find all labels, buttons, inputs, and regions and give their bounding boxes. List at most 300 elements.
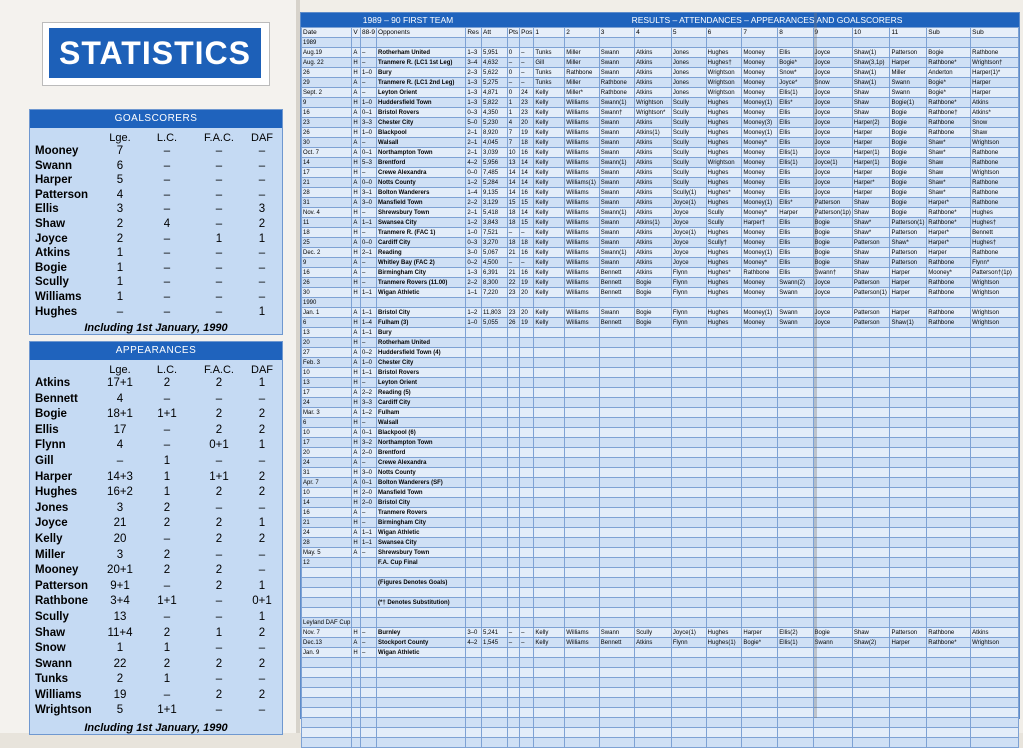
date-cell xyxy=(302,658,352,668)
result-cell xyxy=(466,498,482,508)
result-cell: H xyxy=(352,538,361,548)
date-cell xyxy=(302,738,352,748)
player-cell xyxy=(813,418,852,428)
match-row xyxy=(302,638,1019,648)
opponent-cell xyxy=(377,568,466,578)
result-cell xyxy=(482,678,508,688)
result-cell xyxy=(361,678,377,688)
player-cell xyxy=(927,38,971,48)
result-cell: – xyxy=(361,458,377,468)
player-cell: Swann(2) xyxy=(778,278,813,288)
goalscorers-heading: GOALSCORERS xyxy=(30,110,282,128)
player-cell: Harper xyxy=(890,278,927,288)
goalscorers-column-header: DAF xyxy=(251,132,273,144)
match-row xyxy=(302,348,1019,358)
result-cell: 3–0 xyxy=(466,248,482,258)
player-cell: Swann xyxy=(599,218,634,228)
player-cell xyxy=(742,538,778,548)
player-cell: Swann xyxy=(599,138,634,148)
player-cell xyxy=(671,358,706,368)
player-cell xyxy=(706,608,742,618)
stat-value: – xyxy=(163,145,171,157)
stat-value: 2 xyxy=(215,517,223,530)
result-cell: 1–1 xyxy=(466,288,482,298)
player-cell: Shaw* xyxy=(852,228,890,238)
player-cell xyxy=(971,718,1019,728)
stat-value: – xyxy=(163,305,171,318)
result-cell: 3–4 xyxy=(466,58,482,68)
player-cell xyxy=(706,698,742,708)
player-cell xyxy=(635,598,672,608)
result-cell: 7,485 xyxy=(482,168,508,178)
player-cell: Hughes xyxy=(706,178,742,188)
result-cell: 2–2 xyxy=(361,388,377,398)
date-cell: Aug.19 xyxy=(302,48,352,58)
date-cell: Dec. 2 xyxy=(302,248,352,258)
player-cell: Bogie(1) xyxy=(890,98,927,108)
opponent-cell: Bury xyxy=(377,328,466,338)
player-cell: Ellis* xyxy=(778,98,813,108)
player-cell xyxy=(534,718,565,728)
result-cell xyxy=(352,658,361,668)
player-cell xyxy=(852,658,890,668)
appearances-row xyxy=(30,563,282,579)
appearances-row xyxy=(30,454,282,470)
result-cell: 2–2 xyxy=(466,278,482,288)
player-cell: Joyce(1) xyxy=(671,228,706,238)
result-cell: 1–3 xyxy=(466,88,482,98)
result-cell: 16 xyxy=(520,248,534,258)
player-name: Jones xyxy=(35,501,69,514)
player-cell xyxy=(778,598,813,608)
opponent-cell: Huddersfield Town xyxy=(377,98,466,108)
player-name: Shaw xyxy=(35,626,66,639)
opponent-cell: Brentford xyxy=(377,448,466,458)
result-cell xyxy=(520,658,534,668)
result-cell: 2–1 xyxy=(466,148,482,158)
result-cell: H xyxy=(352,288,361,298)
result-cell: 0–3 xyxy=(466,238,482,248)
player-cell: Kelly xyxy=(534,208,565,218)
result-cell: 1–3 xyxy=(466,268,482,278)
player-cell xyxy=(778,328,813,338)
player-name: Williams xyxy=(35,290,82,303)
stat-value: – xyxy=(215,145,223,157)
stat-value: – xyxy=(215,392,223,405)
player-cell xyxy=(565,588,600,598)
match-row xyxy=(302,378,1019,388)
player-cell: Bogie xyxy=(813,228,852,238)
result-cell: 24 xyxy=(520,88,534,98)
date-cell: 24 xyxy=(302,528,352,538)
date-cell: 26 xyxy=(302,278,352,288)
player-cell xyxy=(813,328,852,338)
player-cell xyxy=(778,568,813,578)
player-cell xyxy=(927,358,971,368)
player-cell xyxy=(534,668,565,678)
result-cell: A xyxy=(352,178,361,188)
player-cell xyxy=(852,548,890,558)
player-cell xyxy=(599,708,634,718)
player-cell xyxy=(971,578,1019,588)
match-row xyxy=(302,78,1019,88)
player-cell xyxy=(635,528,672,538)
player-cell: Harper† xyxy=(742,218,778,228)
stat-value: 20+1 xyxy=(107,564,133,577)
match-row xyxy=(302,238,1019,248)
result-cell xyxy=(482,488,508,498)
player-cell xyxy=(635,488,672,498)
stat-value: – xyxy=(258,673,266,686)
player-cell xyxy=(534,738,565,748)
player-name: Scully xyxy=(35,276,69,289)
player-cell xyxy=(671,398,706,408)
result-cell: 0–1 xyxy=(361,148,377,158)
result-cell: – xyxy=(361,628,377,638)
player-cell: Atkins xyxy=(635,208,672,218)
result-cell: 20 xyxy=(520,288,534,298)
stat-value: – xyxy=(163,579,171,592)
player-cell: Flynn* xyxy=(971,258,1019,268)
date-cell: 10 xyxy=(302,488,352,498)
player-cell: Swann(1) xyxy=(599,158,634,168)
result-cell: 23 xyxy=(507,288,519,298)
result-cell: 23 xyxy=(520,108,534,118)
match-row xyxy=(302,178,1019,188)
stat-value: – xyxy=(258,261,266,274)
match-row xyxy=(302,598,1019,608)
player-cell xyxy=(706,558,742,568)
player-cell xyxy=(534,618,565,628)
result-cell: H xyxy=(352,518,361,528)
player-cell xyxy=(813,718,852,728)
stat-value: 1 xyxy=(116,276,124,289)
player-cell: Scully xyxy=(706,218,742,228)
result-cell xyxy=(361,38,377,48)
result-cell xyxy=(466,528,482,538)
player-cell xyxy=(927,668,971,678)
player-cell: Bogie xyxy=(890,128,927,138)
result-cell xyxy=(520,488,534,498)
player-cell xyxy=(778,708,813,718)
player-cell: Anderton xyxy=(927,68,971,78)
player-cell xyxy=(534,508,565,518)
column-header: V xyxy=(352,28,361,38)
player-cell xyxy=(971,418,1019,428)
player-cell: Ellis xyxy=(778,268,813,278)
player-cell xyxy=(742,548,778,558)
player-cell: Swann xyxy=(890,88,927,98)
stat-value: – xyxy=(163,610,171,623)
date-cell: 1989 xyxy=(302,38,352,48)
column-header: Date xyxy=(302,28,352,38)
player-cell: Patterson(1) xyxy=(890,218,927,228)
result-cell: – xyxy=(507,638,519,648)
stat-value: 2 xyxy=(258,217,266,230)
player-name: Atkins xyxy=(35,247,71,260)
stat-value: 2 xyxy=(215,486,223,499)
result-cell xyxy=(520,388,534,398)
opponent-cell: Shrewsbury Town xyxy=(377,548,466,558)
player-cell xyxy=(635,508,672,518)
stat-value: 3+4 xyxy=(110,595,130,608)
player-cell xyxy=(890,578,927,588)
date-cell: 16 xyxy=(302,108,352,118)
player-cell: Tunks xyxy=(534,78,565,88)
player-cell xyxy=(778,528,813,538)
match-row xyxy=(302,578,1019,588)
player-cell: Swann† xyxy=(599,108,634,118)
result-cell xyxy=(361,608,377,618)
player-cell: Williams xyxy=(565,268,600,278)
player-cell: Hughes xyxy=(706,248,742,258)
result-cell xyxy=(507,348,519,358)
match-row xyxy=(302,98,1019,108)
result-cell: 3–3 xyxy=(361,118,377,128)
stat-value: 2 xyxy=(258,657,266,670)
player-cell: Williams xyxy=(565,248,600,258)
player-cell xyxy=(565,718,600,728)
player-name: Scully xyxy=(35,610,69,623)
result-cell: A xyxy=(352,268,361,278)
player-cell: Tunks xyxy=(534,68,565,78)
result-cell xyxy=(520,478,534,488)
player-cell xyxy=(599,488,634,498)
player-cell: Mooney xyxy=(742,228,778,238)
opponent-cell xyxy=(377,738,466,748)
player-cell xyxy=(852,538,890,548)
stat-value: 2 xyxy=(163,626,171,639)
stat-value: – xyxy=(163,174,171,187)
result-cell xyxy=(352,568,361,578)
player-cell xyxy=(852,508,890,518)
result-cell xyxy=(352,38,361,48)
match-row xyxy=(302,538,1019,548)
player-name: Harper xyxy=(35,174,73,187)
result-cell xyxy=(466,298,482,308)
player-cell xyxy=(599,738,634,748)
result-cell: 16 xyxy=(520,148,534,158)
stat-value: 2 xyxy=(215,688,223,701)
opponent-cell xyxy=(377,588,466,598)
player-cell: Swann xyxy=(599,128,634,138)
result-cell xyxy=(520,298,534,308)
player-cell xyxy=(852,338,890,348)
player-cell: Patterson xyxy=(890,248,927,258)
player-cell xyxy=(971,338,1019,348)
player-cell: Scully xyxy=(671,98,706,108)
player-cell: Hughes† xyxy=(971,238,1019,248)
player-cell: Wrightson xyxy=(706,78,742,88)
result-cell xyxy=(520,738,534,748)
stat-value: 2 xyxy=(163,377,171,389)
player-cell: Rathbone* xyxy=(927,208,971,218)
appearances-row xyxy=(30,392,282,408)
player-cell: Harper xyxy=(852,188,890,198)
player-cell: Rathbone xyxy=(927,118,971,128)
player-cell: Shaw xyxy=(852,98,890,108)
player-cell: Rathbone† xyxy=(927,108,971,118)
player-cell xyxy=(813,588,852,598)
player-cell xyxy=(742,368,778,378)
opponent-cell: Mansfield Town xyxy=(377,488,466,498)
result-cell xyxy=(482,568,508,578)
result-cell: A xyxy=(352,348,361,358)
player-cell: Hughes* xyxy=(706,268,742,278)
player-cell xyxy=(671,588,706,598)
player-cell: Harper(1)* xyxy=(971,68,1019,78)
player-cell: Wrightson xyxy=(971,278,1019,288)
column-header: 11 xyxy=(890,28,927,38)
player-cell xyxy=(742,348,778,358)
player-cell xyxy=(671,598,706,608)
player-cell xyxy=(890,418,927,428)
player-cell xyxy=(742,398,778,408)
result-cell xyxy=(507,498,519,508)
stat-value: 6 xyxy=(116,159,124,172)
appearances-column-header: F.A.C. xyxy=(204,364,234,376)
date-cell xyxy=(302,598,352,608)
opponent-cell: Brentford xyxy=(377,158,466,168)
player-cell xyxy=(927,458,971,468)
player-cell xyxy=(565,548,600,558)
player-cell: Atkins xyxy=(635,258,672,268)
result-cell: – xyxy=(520,628,534,638)
result-cell xyxy=(520,608,534,618)
player-cell xyxy=(927,448,971,458)
result-cell xyxy=(466,358,482,368)
player-cell xyxy=(565,398,600,408)
result-cell: 14 xyxy=(507,188,519,198)
player-cell xyxy=(671,528,706,538)
player-cell: Atkins xyxy=(635,138,672,148)
player-cell xyxy=(778,448,813,458)
player-cell: Ellis xyxy=(778,218,813,228)
player-cell xyxy=(778,518,813,528)
player-cell: Hughes xyxy=(706,278,742,288)
player-cell: Harper* xyxy=(927,198,971,208)
player-cell xyxy=(778,498,813,508)
result-cell xyxy=(482,448,508,458)
player-cell: Harper* xyxy=(927,238,971,248)
player-cell xyxy=(534,448,565,458)
player-cell xyxy=(534,598,565,608)
result-cell: A xyxy=(352,308,361,318)
player-cell xyxy=(927,678,971,688)
player-cell: Rathbone xyxy=(971,248,1019,258)
result-cell: 1–0 xyxy=(361,98,377,108)
player-cell xyxy=(971,38,1019,48)
stat-value: – xyxy=(258,188,266,201)
player-cell xyxy=(927,658,971,668)
result-cell: 5,067 xyxy=(482,248,508,258)
date-cell: 9 xyxy=(302,258,352,268)
date-cell xyxy=(302,568,352,578)
player-cell: Hughes xyxy=(706,628,742,638)
player-cell: Harper(1) xyxy=(852,148,890,158)
appearances-row xyxy=(30,610,282,626)
player-cell: Tunks xyxy=(534,48,565,58)
result-cell: 7 xyxy=(507,128,519,138)
stat-value: – xyxy=(215,704,223,717)
match-row xyxy=(302,398,1019,408)
result-cell: 2–1 xyxy=(361,248,377,258)
result-cell xyxy=(520,328,534,338)
player-cell: Ellis* xyxy=(778,198,813,208)
player-cell: Atkins xyxy=(635,58,672,68)
player-cell xyxy=(706,618,742,628)
player-cell: Shaw(3,1p) xyxy=(852,58,890,68)
player-cell: Miller* xyxy=(565,88,600,98)
player-cell xyxy=(890,398,927,408)
player-cell: Swann(1) xyxy=(599,208,634,218)
player-name: Miller xyxy=(35,548,66,561)
result-cell: – xyxy=(361,278,377,288)
result-cell xyxy=(520,438,534,448)
player-cell xyxy=(742,528,778,538)
player-cell xyxy=(599,408,634,418)
result-cell: 1–1 xyxy=(361,528,377,538)
player-cell xyxy=(971,508,1019,518)
date-cell: Nov. 7 xyxy=(302,628,352,638)
player-cell: Joyce xyxy=(813,288,852,298)
result-cell xyxy=(466,518,482,528)
player-cell xyxy=(813,408,852,418)
player-cell xyxy=(742,358,778,368)
player-name: Bogie xyxy=(35,261,67,274)
player-cell xyxy=(971,448,1019,458)
player-cell xyxy=(706,708,742,718)
player-name: Bennett xyxy=(35,392,78,405)
player-cell xyxy=(565,668,600,678)
player-cell xyxy=(599,478,634,488)
result-cell: 5,418 xyxy=(482,208,508,218)
result-cell xyxy=(520,618,534,628)
player-cell: Hughes xyxy=(706,288,742,298)
stat-value: – xyxy=(163,203,171,216)
stat-value: – xyxy=(215,261,223,274)
player-cell xyxy=(706,598,742,608)
goalscorers-row xyxy=(30,188,282,203)
player-cell: Atkins* xyxy=(971,108,1019,118)
result-cell: A xyxy=(352,508,361,518)
result-cell: 0–2 xyxy=(361,348,377,358)
result-cell: H xyxy=(352,168,361,178)
player-cell: Bogie xyxy=(635,278,672,288)
player-cell xyxy=(706,348,742,358)
result-cell xyxy=(466,708,482,718)
player-cell xyxy=(706,458,742,468)
player-cell: Williams xyxy=(565,258,600,268)
player-cell xyxy=(890,678,927,688)
stat-value: 1 xyxy=(258,579,266,592)
player-cell: Joyce xyxy=(671,218,706,228)
result-cell: H xyxy=(352,628,361,638)
player-cell xyxy=(852,298,890,308)
player-cell xyxy=(742,658,778,668)
opponent-cell: Chester City xyxy=(377,358,466,368)
result-cell: – xyxy=(520,68,534,78)
player-name: Joyce xyxy=(35,232,68,245)
result-cell: 5–0 xyxy=(466,118,482,128)
result-cell xyxy=(520,528,534,538)
result-cell xyxy=(507,38,519,48)
player-cell xyxy=(813,568,852,578)
player-cell xyxy=(971,738,1019,748)
player-cell xyxy=(635,438,672,448)
result-cell: – xyxy=(520,58,534,68)
player-cell: Joyce xyxy=(813,58,852,68)
